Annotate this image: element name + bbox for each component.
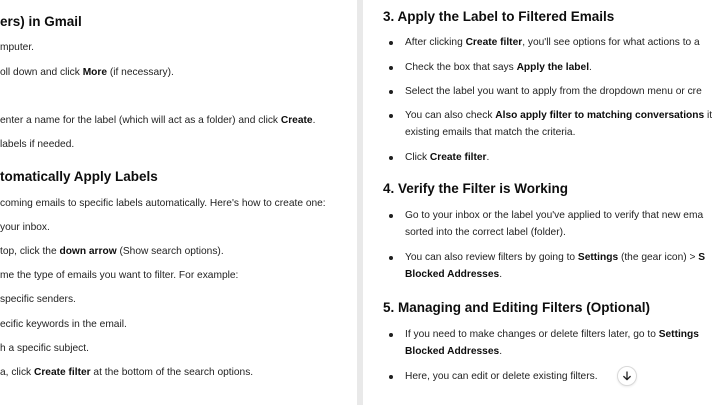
text-bold: Blocked Addresses [405, 346, 500, 357]
step-text [0, 66, 174, 79]
step-text [0, 245, 224, 258]
text-bold: Blocked Addresses [405, 269, 500, 280]
arrow-down-icon [622, 371, 632, 381]
text-bold: Apply the label [516, 62, 590, 73]
text-bold: Create [280, 115, 313, 126]
step-text: your inbox. [0, 222, 50, 233]
text: . [486, 152, 490, 163]
list-item: Go to your inbox or the label you've applied to verify that new ema [405, 210, 704, 221]
bullet-dot [389, 156, 393, 160]
step-text: h a specific subject. [0, 343, 89, 354]
step-text [0, 366, 253, 379]
text-bold: Create filter [33, 367, 91, 378]
text: . [499, 346, 503, 357]
step-text: me the type of emails you want to filter. For example: [0, 270, 239, 281]
step-text [0, 114, 315, 127]
text-bold: Settings [658, 329, 699, 340]
text-bold: S [698, 252, 706, 263]
list-item [405, 151, 489, 164]
section-heading: 5. Managing and Editing Filters (Optional) [383, 300, 651, 315]
list-item [405, 109, 712, 122]
text-bold: Settings [577, 252, 619, 263]
text: If you need to make changes or delete filters later, go to [405, 329, 659, 340]
text: . [312, 115, 316, 126]
list-item-continuation [405, 268, 502, 281]
step-text: mputer. [0, 42, 34, 53]
text: at the bottom of the search options. [90, 367, 254, 378]
text: You can also check [405, 110, 496, 121]
text: (if necessary). [107, 67, 174, 78]
bullet-dot [389, 333, 393, 337]
scroll-to-bottom-button[interactable] [617, 366, 637, 386]
section-heading: ers) in Gmail [0, 14, 82, 29]
list-item: Select the label you want to apply from the dropdown menu or cre [405, 86, 702, 97]
section-heading: 4. Verify the Filter is Working [383, 181, 569, 196]
text: a, click [0, 367, 34, 378]
text-bold: Create filter [465, 37, 523, 48]
text: (the gear icon) > [618, 252, 699, 263]
text: (Show search options). [116, 246, 224, 257]
list-item [405, 251, 705, 264]
text: After clicking [405, 37, 466, 48]
list-item: Here, you can edit or delete existing filters. [405, 371, 598, 382]
text-bold: More [82, 67, 108, 78]
bullet-dot [389, 114, 393, 118]
bullet-dot [389, 375, 393, 379]
section-heading: 3. Apply the Label to Filtered Emails [383, 9, 615, 24]
text: enter a name for the label (which will act as a folder) and click [0, 115, 281, 126]
text: Check the box that says [405, 62, 517, 73]
step-text: specific senders. [0, 294, 76, 305]
list-item [405, 328, 699, 341]
text: top, click the [0, 246, 60, 257]
step-text: labels if needed. [0, 139, 75, 150]
step-text: ecific keywords in the email. [0, 319, 127, 330]
text-bold: Create filter [429, 152, 487, 163]
list-item [405, 36, 700, 49]
bullet-dot [389, 256, 393, 260]
bullet-dot [389, 66, 393, 70]
text-bold: down arrow [59, 246, 117, 257]
text: it [704, 110, 713, 121]
left-panel [0, 0, 357, 405]
text: oll down and click [0, 67, 83, 78]
text: , you'll see options for what actions to a [522, 37, 700, 48]
list-item-continuation: existing emails that match the criteria. [405, 127, 576, 138]
text: You can also review filters by going to [405, 252, 578, 263]
bullet-dot [389, 41, 393, 45]
list-item-continuation [405, 345, 502, 358]
section-heading: tomatically Apply Labels [0, 169, 158, 184]
list-item-continuation: sorted into the correct label (folder). [405, 227, 566, 238]
text: Click [405, 152, 430, 163]
bullet-dot [389, 214, 393, 218]
text-bold: Also apply filter to matching conversations [495, 110, 705, 121]
bullet-dot [389, 90, 393, 94]
text: . [589, 62, 592, 73]
right-panel [363, 0, 720, 405]
list-item [405, 61, 592, 74]
step-text: coming emails to specific labels automatically. Here's how to create one: [0, 198, 326, 209]
text: . [499, 269, 503, 280]
